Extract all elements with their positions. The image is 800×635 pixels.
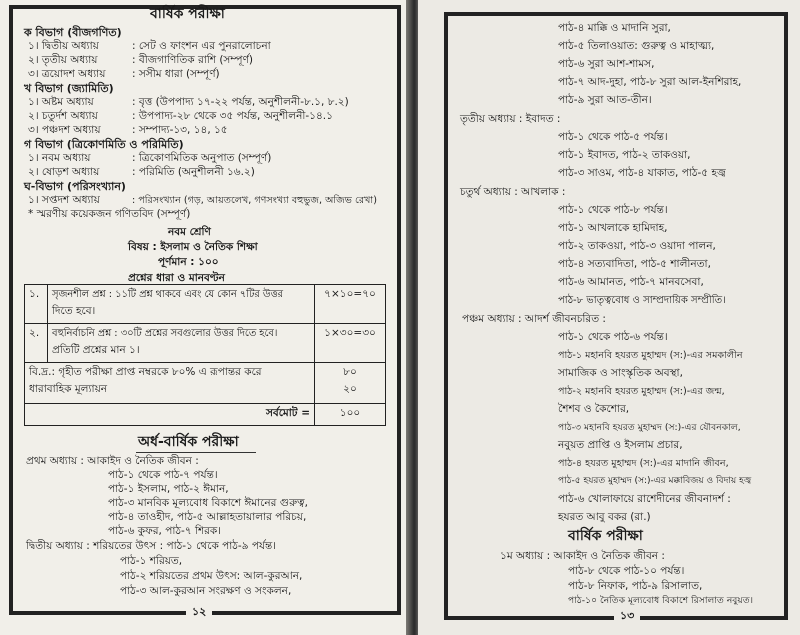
chapter-heading: চতুর্থ অধ্যায় : আখলাক : [460,186,566,198]
lesson-line: পাঠ-৫ হযরত মুহাম্মদ (স:)-এর মক্কাবিজয় ও বিদায় হজ্ব [558,476,752,486]
chapter-desc: : ত্রিকোণমিতিক অনুপাত (সম্পূর্ণ) [132,152,272,164]
lesson-line: পাঠ-১ থেকে পাঠ-৬ পর্যন্ত। [558,331,668,343]
table-row [25,363,386,404]
lesson-line: পাঠ-১০ নৈতিক মূল্যবোধ বিকাশে রিসালাত নবুয়ত। [568,595,754,606]
lesson-line: পাঠ-৪ মাক্কি ও মাদানি সুরা, [558,22,671,34]
annual-exam-title: বার্ষিক পরীক্ষা [150,6,225,22]
lesson-line: পাঠ-১ থেকে পাঠ-৮ পর্যন্ত। [558,204,668,216]
half-yearly-title: অর্ধ-বার্ষিক পরীক্ষা [138,434,239,450]
class-title: নবম শ্রেণি [168,226,211,238]
section-title: খ বিভাগ (জ্যামিতি) [24,82,114,95]
chapter-heading: প্রথম অধ্যায় : আকাইদ ও নৈতিক জীবন : [26,455,199,467]
lesson-line: পাঠ-৬ কুফর, পাঠ-৭ শিরক। [108,525,222,537]
lesson-line: পাঠ-১ ইবাদত, পাঠ-২ তাকওয়া, [558,149,691,161]
remark-value: ৮০ [343,366,357,378]
section-title: ক বিভাগ (বীজগণিত) [24,26,122,39]
annual-exam-title-right: বার্ষিক পরীক্ষা [568,528,643,544]
section-title: ঘ-বিভাগ (পরিসংখ্যান) [24,180,126,193]
remark-cell [25,363,315,404]
full-marks: পূর্ণমান : ১০০ [158,256,219,268]
lesson-line: হযরত আবু বকর (রা.) [558,511,651,523]
right-page [418,0,800,635]
lesson-line: পাঠ-১ শরিয়ত, [120,555,183,567]
chapter-desc: : সেট ও ফাংশন এর পুনরালোচনা [132,40,271,52]
lesson-line: পাঠ-৩ আল-কুরআন সংরক্ষণ ও সংকলন, [120,585,292,597]
marks-distribution-table [24,284,386,426]
chapter-name: ৩। পঞ্চদশ অধ্যায় [28,124,101,136]
row-marks: ১×৩০=৩০ [315,324,386,363]
chapter-desc: : পরিমিতি (অনুশীলনী ১৬.২) [132,166,255,178]
lesson-line: নবুয়ত প্রাপ্তি ও ইসলাম প্রচার, [558,439,683,451]
lesson-line: পাঠ-৮ থেকে পাঠ-১০ পর্যন্ত। [568,565,685,577]
lesson-line: পাঠ-২ মহানবি হযরত মুহাম্মদ (স:)-এর জন্ম, [558,386,725,397]
table-row [25,404,386,426]
page-number: ১৩ [614,607,640,626]
remark-text: বি.দ্র.: গৃহীত পরীক্ষা প্রাপ্ত নম্বরকে ৮০% এ রূপান্তর করে [29,366,262,378]
lesson-line: পাঠ-৮ ভাতৃত্ববোধ ও সাম্প্রদায়িক সম্প্রীতি। [558,295,726,306]
question-pattern-title: প্রশ্নের ধারা ও মানবণ্টন [128,272,225,284]
chapter-heading: দ্বিতীয় অধ্যায় : শরিয়তের উৎস : পাঠ-১ থেকে পাঠ-৯ পর্যন্ত। [26,540,277,552]
chapter-desc: : বীজগাণিতিক রাশি (সম্পূর্ণ) [132,54,253,66]
row-text: সৃজনশীল প্রশ্ন : ১১টি প্রশ্ন থাকবে এবং যে কোন ৭টির উত্তর [52,289,283,300]
row-text: দিতে হবে। [52,305,96,317]
page-number: ১২ [186,603,212,622]
chapter-name: ২। চতুর্দশ অধ্যায় [28,110,98,122]
chapter-name: ১। সপ্তদশ অধ্যায় [28,194,100,206]
lesson-line: পাঠ-১ আখলাকে হামিদাহ, [558,222,668,234]
lesson-line: পাঠ-৬ খোলাফায়ে রাশেদীনের জীবনাদর্শ : [558,493,731,505]
row-number: ২. [25,324,48,363]
lesson-line: পাঠ-৩ মানবিক মূল্যবোধ বিকাশে ঈমানের গুরুত্ব, [108,497,308,509]
chapter-desc: : সম্পাদ্য-১৩, ১৪, ১৫ [132,124,228,136]
lesson-line: পাঠ-২ শরিয়তের প্রথম উৎস: আল-কুরআন, [120,570,303,582]
chapter-desc: : উপপাদ্য-২৮ থেকে ৩৫ পর্যন্ত, অনুশীলনী-১৪.১ [132,110,333,122]
lesson-line: পাঠ-১ ইসলাম, পাঠ-২ ঈমান, [108,483,229,495]
lesson-line: পাঠ-৬ সুরা আশ-শামস, [558,58,655,70]
chapter-desc: : বৃত্ত (উপপাদ্য ১৭-২২ পর্যন্ত, অনুশীলনী-৮.১, ৮.২) [132,96,349,108]
lesson-line: পাঠ-৫ তিলাওয়াত: গুরুত্ব ও মাহাত্ম্য, [558,40,715,52]
chapter-heading: তৃতীয় অধ্যায় : ইবাদত : [460,113,561,125]
table-row [25,285,386,324]
chapter-name: ৩। ত্রয়োদশ অধ্যায় [28,68,106,80]
lesson-line: পাঠ-৩ সাওম, পাঠ-৪ যাকাত, পাঠ-৫ হজ্ব [558,167,726,179]
chapter-heading: পঞ্চম অধ্যায় : আদর্শ জীবনচরিত : [462,313,606,325]
row-number: ১. [25,285,48,324]
row-text: প্রতিটি প্রশ্নের মান ১। [52,344,140,356]
row-description [48,324,315,363]
lesson-line: শৈশব ও কৈশোর, [558,403,630,415]
row-description [48,285,315,324]
chapter-name: ১। দ্বিতীয় অধ্যায় [28,40,99,52]
section-title: গ বিভাগ (ত্রিকোণমিতি ও পরিমিতি) [24,138,184,151]
row-marks: ৭×১০=৭০ [315,285,386,324]
lesson-line: সামাজিক ও সাংস্কৃতিক অবস্থা, [558,367,683,379]
chapter-name: ২। তৃতীয় অধ্যায় [28,54,98,66]
remark-marks [315,363,386,404]
chapter-name: ১। অষ্টম অধ্যায় [28,96,94,108]
lesson-line: পাঠ-২ তাকওয়া, পাঠ-৩ ওয়াদা পালন, [558,240,716,252]
lesson-line: পাঠ-১ থেকে পাঠ-৭ পর্যন্ত। [108,469,218,481]
title-underline [136,452,256,453]
mathematicians-note: * স্মরণীয় কয়েকজন গণিতবিদ (সম্পূর্ণ) [28,208,191,220]
lesson-line: পাঠ-৪ সত্যবাদিতা, পাঠ-৫ শালীনতা, [558,258,711,270]
chapter-desc: : পরিসংখ্যান (গড়, আয়তলেখ, গণসংখ্যা বহুভুজ, অজিভ রেখা) [132,195,377,206]
lesson-line: পাঠ-৩ মহানবি হযরত মুহাম্মদ (স:)-এর যৌবনকাল, [558,422,741,433]
chapter-name: ১। নবম অধ্যায় [28,152,91,164]
chapter-name: ২। ষোড়শ অধ্যায় [28,166,100,178]
lesson-line: পাঠ-৪ হযরত মুহাম্মদ (স:)-এর মাদানি জীবন, [558,458,729,469]
subject-title: বিষয় : ইসলাম ও নৈতিক শিক্ষা [128,241,258,253]
total-value: ১০০ [315,404,386,426]
lesson-line: পাঠ-৮ নিফাক, পাঠ-৯ রিসালাত, [568,580,703,592]
lesson-line: পাঠ-১ মহানবি হযরত মুহাম্মদ (স:)-এর সমকালীন [558,350,743,361]
lesson-line: পাঠ-৬ আমানত, পাঠ-৭ মানবসেবা, [558,276,704,288]
lesson-line: পাঠ-৭ আদ-দুহা, পাঠ-৮ সুরা আল-ইনশিরাহ, [558,76,742,88]
row-text: বহুনির্বাচনি প্রশ্ন : ৩০টি প্রশ্নের সবগুলোর উত্তর দিতে হবে। [52,328,278,339]
remark-value: ২০ [343,383,357,395]
total-label: সর্বমোট = [25,404,315,426]
lesson-line: পাঠ-১ থেকে পাঠ-৫ পর্যন্ত। [558,131,668,143]
lesson-line: পাঠ-৪ তাওহীদ, পাঠ-৫ আল্লাহতায়ালার পরিচয়, [108,511,307,523]
chapter-heading: ১ম অধ্যায় : আকাইদ ও নৈতিক জীবন : [500,550,665,562]
lesson-line: পাঠ-৯ সুরা আত-তীন। [558,94,652,106]
table-row [25,324,386,363]
chapter-desc: : সসীম ধারা (সম্পূর্ণ) [132,68,220,80]
remark-text: ধারাবাহিক মূল্যায়ন [29,383,108,395]
